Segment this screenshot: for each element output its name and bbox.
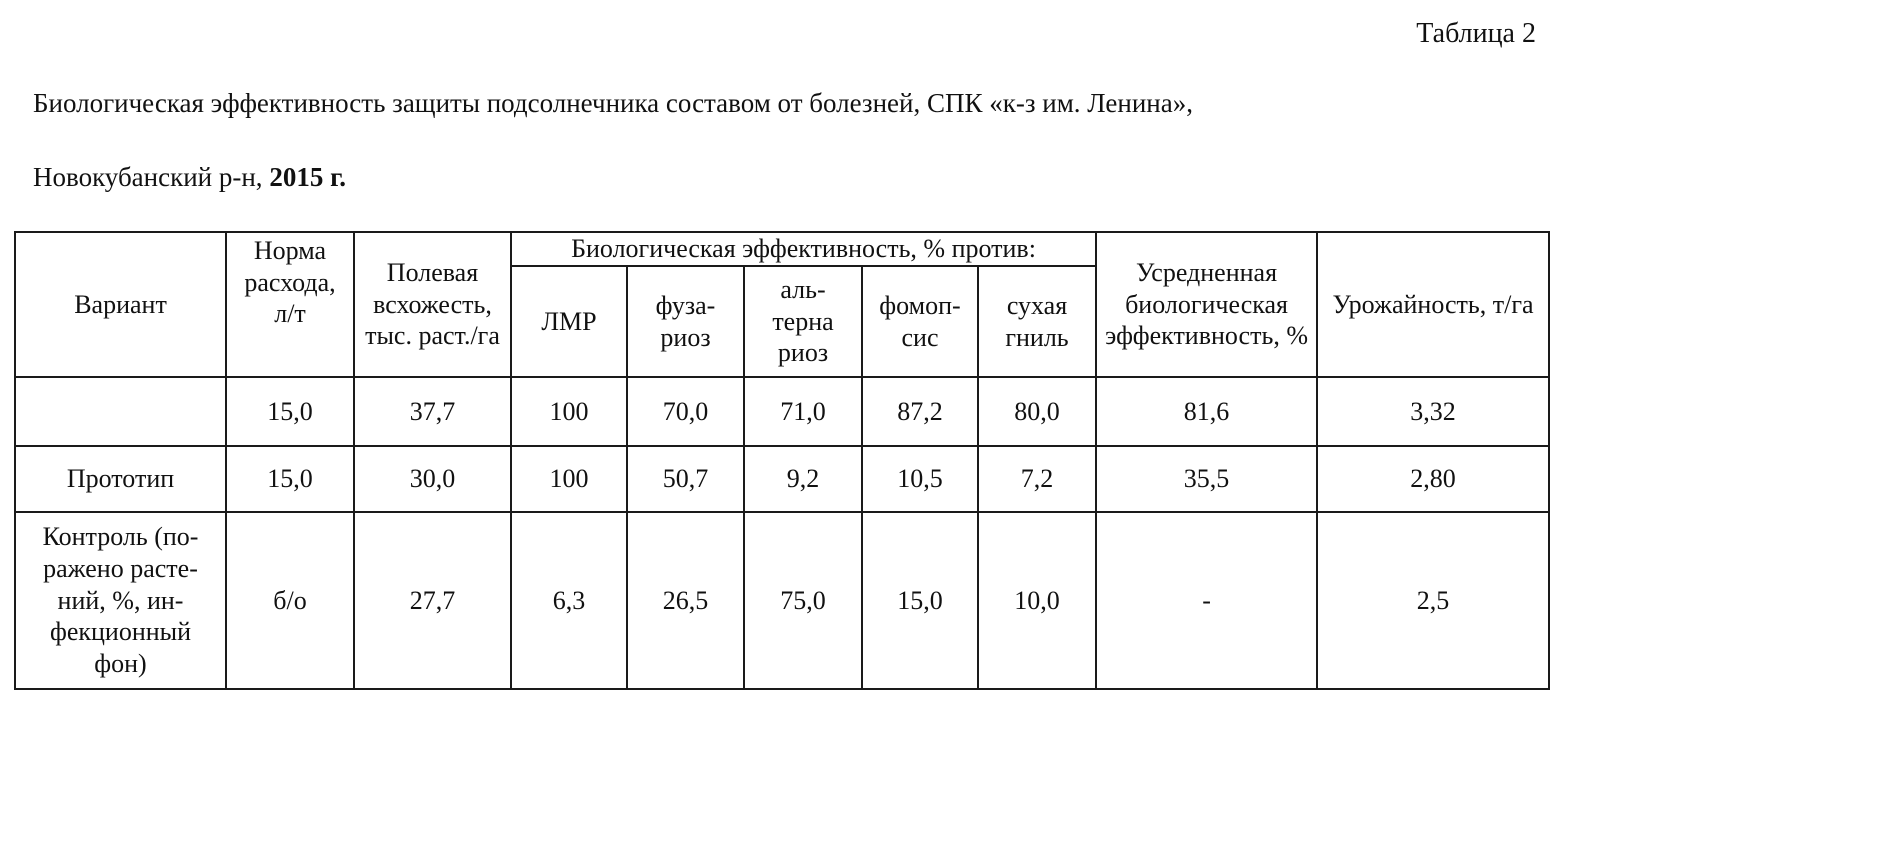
header-alternaria: аль-терна риоз <box>744 266 862 377</box>
cell-variant: Прототип <box>15 446 226 512</box>
cell-alternaria: 71,0 <box>744 377 862 446</box>
cell-germination: 30,0 <box>354 446 511 512</box>
cell-lmr: 6,3 <box>511 512 627 689</box>
header-phomopsis: фомоп-сис <box>862 266 978 377</box>
cell-phomopsis: 87,2 <box>862 377 978 446</box>
header-row-top <box>15 232 1549 266</box>
cell-variant <box>15 377 226 446</box>
cell-fusarium: 70,0 <box>627 377 744 446</box>
cell-dry-rot: 7,2 <box>978 446 1096 512</box>
cell-lmr: 100 <box>511 377 627 446</box>
cell-avg-bio: - <box>1096 512 1317 689</box>
table-row <box>15 512 1549 689</box>
cell-germination: 37,7 <box>354 377 511 446</box>
cell-dry-rot: 10,0 <box>978 512 1096 689</box>
cell-rate: 15,0 <box>226 377 354 446</box>
header-fusarium: фуза-риоз <box>627 266 744 377</box>
subtitle-location: Новокубанский р-н, <box>33 162 270 192</box>
header-germination: Полевая всхожесть, тыс. раст./га <box>354 232 511 377</box>
cell-fusarium: 26,5 <box>627 512 744 689</box>
cell-lmr: 100 <box>511 446 627 512</box>
cell-dry-rot: 80,0 <box>978 377 1096 446</box>
document-title: Биологическая эффективность защиты подсолнечника составом от болезней, СПК «к-з им. Ленина», <box>33 88 1193 118</box>
cell-phomopsis: 10,5 <box>862 446 978 512</box>
cell-avg-bio: 35,5 <box>1096 446 1317 512</box>
cell-avg-bio: 81,6 <box>1096 377 1317 446</box>
cell-rate: б/о <box>226 512 354 689</box>
cell-yield: 2,80 <box>1317 446 1549 512</box>
cell-fusarium: 50,7 <box>627 446 744 512</box>
cell-alternaria: 9,2 <box>744 446 862 512</box>
table-number: Таблица 2 <box>1416 18 1536 49</box>
cell-phomopsis: 15,0 <box>862 512 978 689</box>
header-dry-rot: сухая гниль <box>978 266 1096 377</box>
header-variant: Вариант <box>15 232 226 377</box>
header-rate: Норма расхода, л/т <box>226 232 354 377</box>
efficacy-table <box>14 231 1550 690</box>
cell-variant: Контроль (по-ражено расте-ний, %, ин-фекционный фон) <box>15 512 226 689</box>
header-bio-efficacy-group: Биологическая эффективность, % против: <box>511 232 1096 266</box>
cell-rate: 15,0 <box>226 446 354 512</box>
document-subtitle <box>33 162 346 193</box>
cell-germination: 27,7 <box>354 512 511 689</box>
cell-yield: 2,5 <box>1317 512 1549 689</box>
header-avg-bio-efficacy: Усредненная биологическая эффективность, % <box>1096 232 1317 377</box>
header-lmr: ЛМР <box>511 266 627 377</box>
subtitle-year: 2015 г. <box>269 162 347 192</box>
cell-yield: 3,32 <box>1317 377 1549 446</box>
cell-alternaria: 75,0 <box>744 512 862 689</box>
header-yield: Урожайность, т/га <box>1317 232 1549 377</box>
table-row <box>15 377 1549 446</box>
table-row <box>15 446 1549 512</box>
